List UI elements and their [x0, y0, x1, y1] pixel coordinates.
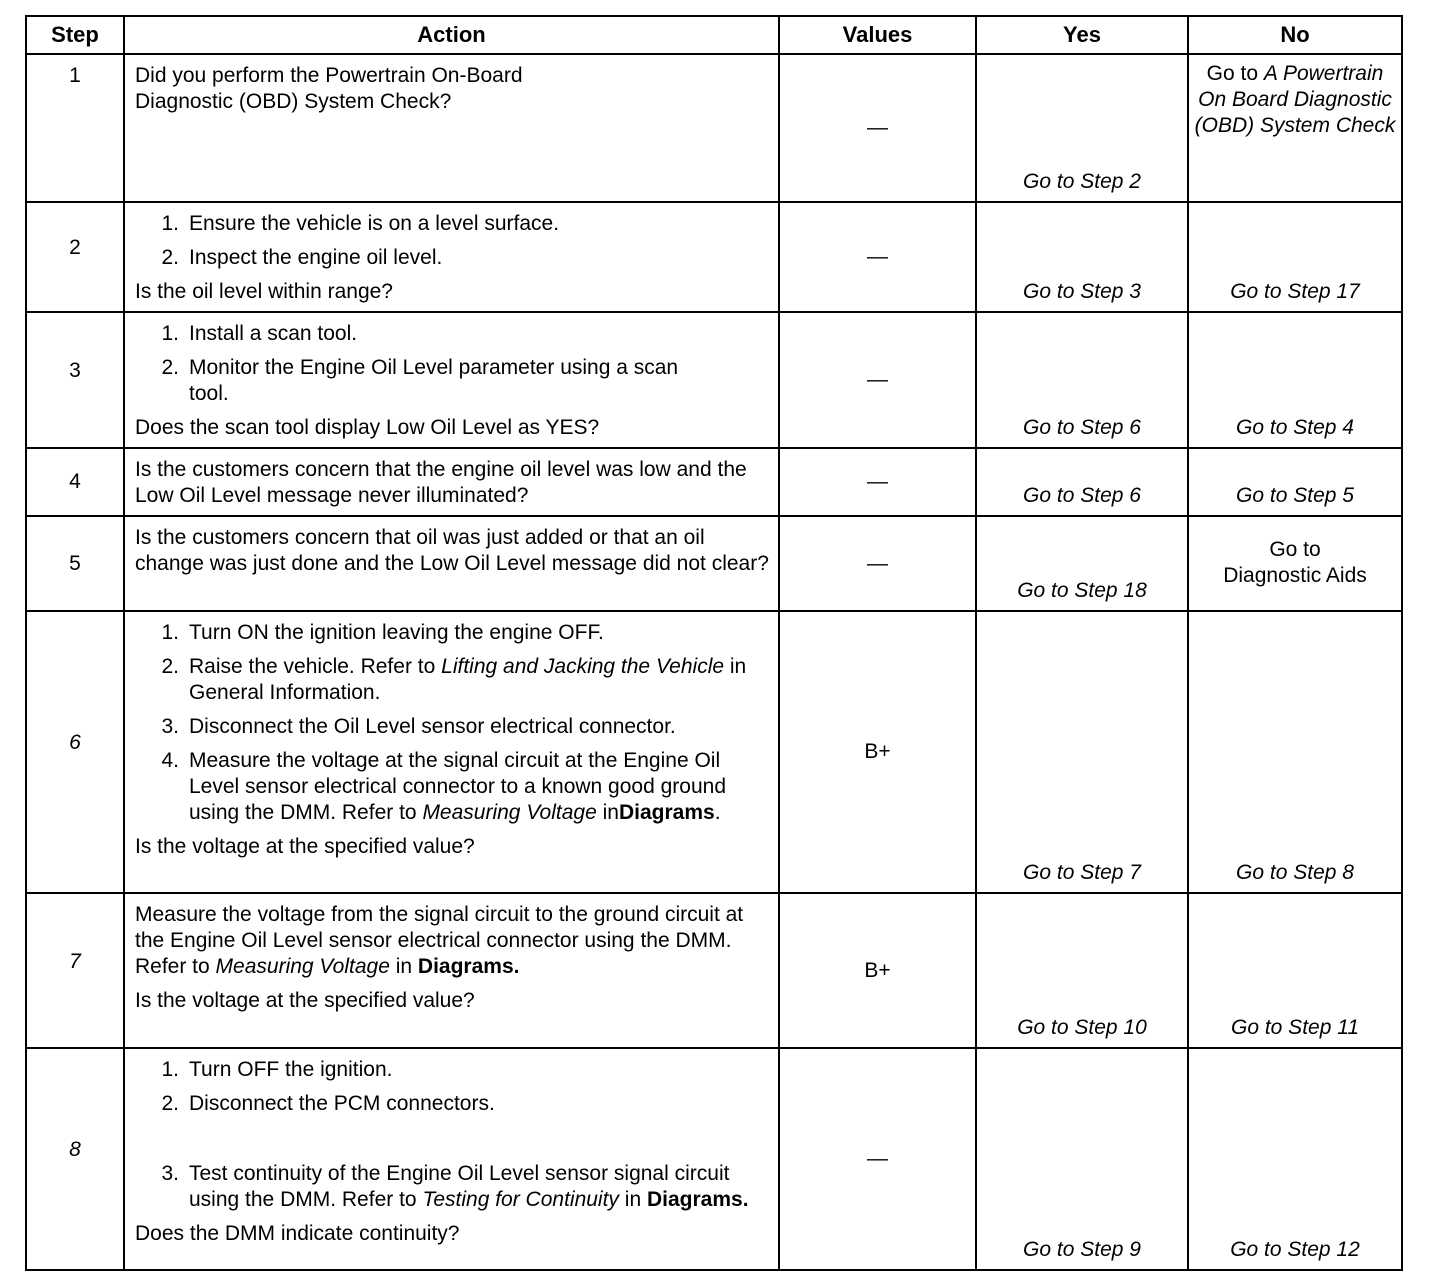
list-item: 1. Install a scan tool. [161, 322, 358, 345]
action-cell [124, 893, 779, 1048]
step-number: 6 [26, 611, 124, 893]
list-item: 3. Disconnect the Oil Level sensor electrical connector. [161, 715, 676, 738]
action-list [135, 211, 770, 271]
list-spacer [135, 1125, 770, 1153]
question-text: Is the oil level within range? [135, 280, 393, 303]
no-link[interactable]: A Powertrain On Board Diagnostic (OBD) System Check [1194, 62, 1396, 137]
values-cell [779, 54, 976, 202]
yes-cell [976, 516, 1188, 611]
no-prefix: Go to [1206, 62, 1259, 85]
header-row [26, 16, 1402, 54]
no-link[interactable]: Go to Step 4 [1236, 416, 1354, 439]
list-item: 2. Monitor the Engine Oil Level parameter using a scan tool. [161, 356, 679, 405]
no-cell [1188, 448, 1402, 516]
action-cell [124, 54, 779, 202]
yes-link[interactable]: Go to Step 18 [1017, 579, 1147, 602]
header-no: No [1188, 16, 1402, 54]
header-values: Values [779, 16, 976, 54]
action-cell [124, 448, 779, 516]
no-cell [1188, 1048, 1402, 1270]
value-text: — [867, 368, 888, 391]
question-text: Is the voltage at the specified value? [135, 989, 475, 1012]
table-row [26, 611, 1402, 893]
value-text: B+ [864, 958, 891, 982]
table-row [26, 202, 1402, 312]
action-list [135, 321, 770, 407]
step-number: 7 [26, 893, 124, 1048]
no-cell [1188, 611, 1402, 893]
yes-cell [976, 312, 1188, 448]
step-number: 5 [26, 516, 124, 611]
list-item: 1. Turn ON the ignition leaving the engine OFF. [161, 621, 604, 644]
action-cell [124, 1048, 779, 1270]
yes-link[interactable]: Go to Step 6 [1023, 416, 1141, 439]
list-item: 2. Disconnect the PCM connectors. [161, 1092, 495, 1115]
values-cell [779, 448, 976, 516]
value-text: — [867, 470, 888, 493]
instruction-text: Measure the voltage from the signal circuit to the ground circuit at the Engine Oil Level sensor electrical connector using the DMM. Refer to Measuring Voltage in Diagrams. [135, 903, 744, 978]
table-row [26, 448, 1402, 516]
question-text: Is the customers concern that the engine oil level was low and the Low Oil Level message never illuminated? [135, 458, 747, 507]
action-list [135, 1057, 770, 1213]
diagnostic-table [25, 15, 1403, 1271]
list-item: 2. Inspect the engine oil level. [161, 246, 443, 269]
value-text: — [867, 245, 888, 268]
action-cell [124, 516, 779, 611]
no-link[interactable]: Go to Step 5 [1236, 484, 1354, 507]
no-cell [1188, 893, 1402, 1048]
list-item: 2. Raise the vehicle. Refer to Lifting and Jacking the Vehicle in General Information. [161, 655, 747, 704]
list-item: 3. Test continuity of the Engine Oil Level sensor signal circuit using the DMM. Refer to Testing for Continuity in Diagrams. [161, 1162, 749, 1211]
reference-link[interactable]: Measuring Voltage [422, 801, 597, 824]
header-action: Action [124, 16, 779, 54]
yes-cell [976, 202, 1188, 312]
yes-cell [976, 448, 1188, 516]
step-number: 2 [26, 202, 124, 312]
yes-link[interactable]: Go to Step 3 [1023, 280, 1141, 303]
values-cell [779, 1048, 976, 1270]
values-cell [779, 893, 976, 1048]
list-item: 1. Ensure the vehicle is on a level surface. [161, 212, 560, 235]
question-text: Is the customers concern that oil was just added or that an oil change was just done and the Low Oil Level message did not clear? [135, 526, 769, 575]
no-link[interactable]: Go to Step 11 [1230, 1016, 1360, 1039]
no-link[interactable]: Diagnostic Aids [1223, 563, 1367, 587]
table-row [26, 893, 1402, 1048]
yes-cell [976, 1048, 1188, 1270]
no-cell [1188, 54, 1402, 202]
yes-link[interactable]: Go to Step 7 [1023, 861, 1141, 884]
no-prefix: Go to [1269, 537, 1321, 561]
values-cell [779, 312, 976, 448]
value-text: — [867, 1147, 888, 1170]
value-text: — [867, 116, 888, 139]
yes-cell [976, 54, 1188, 202]
table-row [26, 516, 1402, 611]
action-cell [124, 312, 779, 448]
header-yes: Yes [976, 16, 1188, 54]
reference-link[interactable]: Testing for Continuity [422, 1188, 619, 1211]
list-item: 4. Measure the voltage at the signal circuit at the Engine Oil Level sensor electrical connector to a known good ground using the DMM. Refer to Measuring Voltage inDiagrams. [161, 749, 726, 824]
question-text: Does the DMM indicate continuity? [135, 1222, 460, 1245]
step-number: 8 [26, 1048, 124, 1270]
action-cell [124, 202, 779, 312]
yes-cell [976, 893, 1188, 1048]
value-text: B+ [864, 740, 891, 763]
values-cell [779, 202, 976, 312]
no-link[interactable]: Go to Step 17 [1230, 280, 1360, 303]
question-text: Is the voltage at the specified value? [135, 835, 475, 858]
list-item: 1. Turn OFF the ignition. [161, 1058, 393, 1081]
no-link[interactable]: Go to Step 8 [1236, 861, 1354, 884]
values-cell [779, 611, 976, 893]
yes-link[interactable]: Go to Step 2 [1023, 170, 1141, 193]
yes-link[interactable]: Go to Step 9 [1023, 1238, 1141, 1261]
no-cell [1188, 516, 1402, 611]
reference-link[interactable]: Lifting and Jacking the Vehicle [441, 655, 725, 678]
table-row [26, 312, 1402, 448]
step-number: 3 [26, 312, 124, 448]
question-text: Did you perform the Powertrain On-Board Diagnostic (OBD) System Check? [135, 64, 523, 113]
step-number: 4 [26, 448, 124, 516]
reference-link[interactable]: Measuring Voltage [215, 955, 390, 978]
table-row [26, 54, 1402, 202]
question-text: Does the scan tool display Low Oil Level as YES? [135, 416, 600, 439]
values-cell [779, 516, 976, 611]
header-step: Step [26, 16, 124, 54]
value-text: — [867, 551, 888, 575]
no-cell [1188, 202, 1402, 312]
yes-link[interactable]: Go to Step 10 [1017, 1016, 1147, 1039]
action-list [135, 620, 770, 826]
yes-cell [976, 611, 1188, 893]
table-row [26, 1048, 1402, 1270]
yes-link[interactable]: Go to Step 6 [1023, 484, 1141, 507]
no-cell [1188, 312, 1402, 448]
step-number: 1 [26, 54, 124, 202]
no-link[interactable]: Go to Step 12 [1230, 1238, 1360, 1261]
action-cell [124, 611, 779, 893]
